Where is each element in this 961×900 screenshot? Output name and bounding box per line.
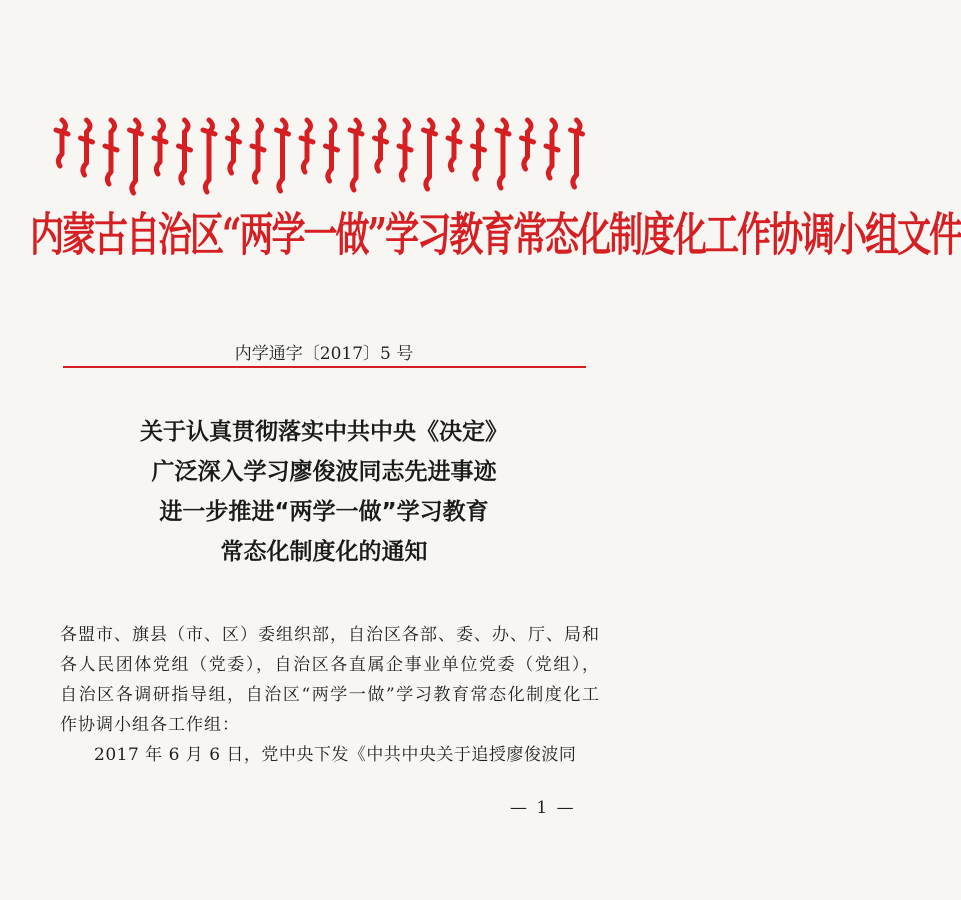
mongolian-glyph (473, 120, 485, 179)
mongolian-glyph (228, 120, 240, 173)
notice-title-line: 广泛深入学习廖俊波同志先进事迹 (151, 459, 497, 485)
mongolian-glyph (424, 120, 436, 189)
mongolian-glyph (154, 120, 166, 174)
mongolian-glyph (130, 120, 142, 193)
notice-title (0, 412, 648, 572)
document-body (60, 620, 600, 770)
mongolian-glyph (497, 120, 509, 188)
mongolian-glyph (571, 120, 583, 187)
mongolian-script-graphic (54, 112, 599, 190)
mongolian-script-header (54, 112, 599, 190)
body-paragraph: 2017 年 6 月 6 日，党中央下发《中共中央关于追授廖俊波同 (94, 745, 577, 765)
mongolian-glyph (56, 120, 68, 166)
page-number: — 1 — (510, 798, 576, 818)
mongolian-glyph (399, 120, 411, 180)
mongolian-glyph (522, 120, 534, 169)
mongolian-glyph (203, 120, 215, 192)
mongolian-glyph (252, 120, 264, 182)
document-number: 内学通字〔2017〕5 号 (234, 344, 414, 364)
document-header-title: 内蒙古自治区“两学一做”学习教育常态化制度化工作协调小组文件 (30, 208, 961, 263)
mongolian-glyph (105, 120, 117, 184)
red-divider-line (63, 366, 586, 368)
mongolian-glyph (375, 120, 387, 171)
mongolian-glyph (277, 120, 289, 191)
mongolian-glyph (546, 120, 558, 178)
mongolian-glyph (301, 120, 313, 172)
mongolian-glyph (448, 120, 460, 170)
mongolian-glyph (179, 120, 191, 183)
mongolian-glyph (81, 120, 93, 175)
addressee-paragraph: 各盟市、旗县（市、区）委组织部，自治区各部、委、办、厅、局和各人民团体党组（党委），自治区各直属企事业单位党委（党组），自治区各调研指导组，自治区“两学一做”学习教育常态化制度化工作协调小组各工作组： (60, 625, 600, 735)
mongolian-glyph (326, 120, 338, 181)
notice-title-line: 进一步推进“两学一做”学习教育 (159, 499, 489, 525)
notice-title-line: 关于认真贯彻落实中共中央《决定》 (140, 419, 508, 445)
notice-title-line: 常态化制度化的通知 (220, 539, 428, 565)
mongolian-glyph (350, 120, 362, 190)
